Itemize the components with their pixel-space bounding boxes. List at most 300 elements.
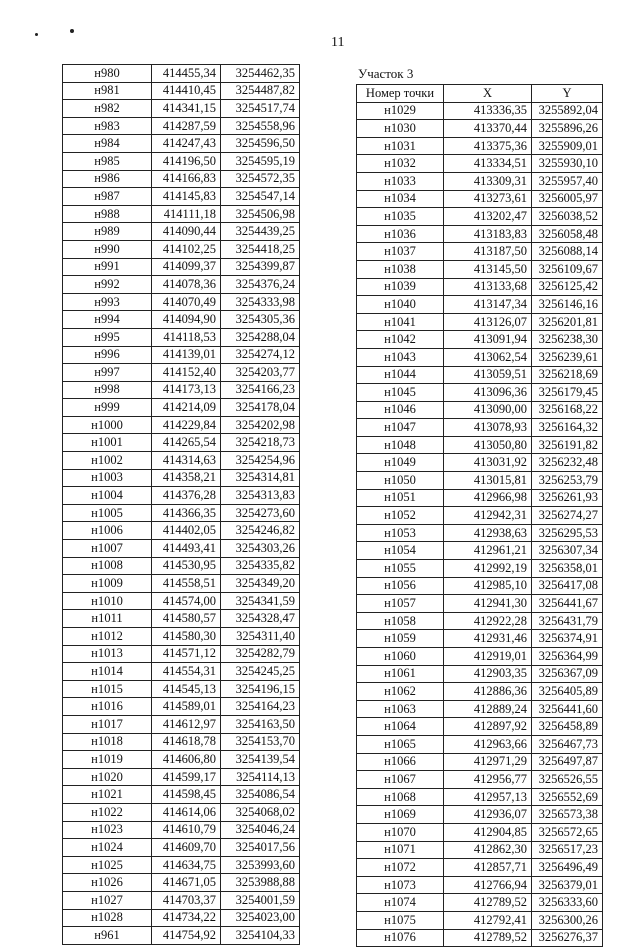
point-cell: н1052 [357,507,444,525]
x-cell: 414078,36 [152,276,221,294]
table-row [357,560,603,578]
table-row [357,419,603,437]
table-row [63,311,300,329]
x-cell: 413091,94 [444,331,532,349]
point-cell: н998 [63,381,152,399]
x-cell: 412922,28 [444,612,532,630]
column-header-y: Y [532,85,603,103]
table-row [357,735,603,753]
x-cell: 413334,51 [444,155,532,173]
left-coordinates-table [62,64,300,945]
x-cell: 412903,35 [444,665,532,683]
point-cell: н1001 [63,434,152,452]
point-cell: н1042 [357,331,444,349]
table-row [357,278,603,296]
x-cell: 414214,09 [152,399,221,417]
y-cell: 3254254,96 [221,452,300,470]
x-cell: 414229,84 [152,416,221,434]
y-cell: 3254273,60 [221,504,300,522]
x-cell: 412904,85 [444,823,532,841]
x-cell: 414102,25 [152,240,221,258]
table-row [357,876,603,894]
point-cell: н1071 [357,841,444,859]
y-cell: 3254163,50 [221,715,300,733]
table-row [63,645,300,663]
x-cell: 412931,46 [444,630,532,648]
y-cell: 3254114,13 [221,768,300,786]
point-cell: н1072 [357,859,444,877]
point-cell: н983 [63,117,152,135]
x-cell: 413187,50 [444,243,532,261]
table-row [357,366,603,384]
table-row [357,859,603,877]
point-cell: н999 [63,399,152,417]
table-row [63,434,300,452]
y-cell: 3256164,32 [532,419,603,437]
point-cell: н1067 [357,771,444,789]
x-cell: 412963,66 [444,735,532,753]
point-cell: н1014 [63,663,152,681]
x-cell: 414099,37 [152,258,221,276]
point-cell: н1024 [63,839,152,857]
point-cell: н1022 [63,803,152,821]
y-cell: 3256458,89 [532,718,603,736]
table-row [357,208,603,226]
y-cell: 3256358,01 [532,560,603,578]
y-cell: 3256431,79 [532,612,603,630]
table-row [357,929,603,947]
point-cell: н1015 [63,680,152,698]
x-cell: 414455,34 [152,65,221,83]
y-cell: 3254305,36 [221,311,300,329]
table-row [63,733,300,751]
table-row [63,469,300,487]
x-cell: 414410,45 [152,82,221,100]
scan-mark [35,33,38,36]
point-cell: н1066 [357,753,444,771]
y-cell: 3254311,40 [221,628,300,646]
x-cell: 412792,41 [444,911,532,929]
table-row [63,276,300,294]
table-row [63,909,300,927]
table-row [63,328,300,346]
x-cell: 412938,63 [444,524,532,542]
point-cell: н991 [63,258,152,276]
table-row [357,348,603,366]
x-cell: 414671,05 [152,874,221,892]
table-row [63,927,300,945]
point-cell: н994 [63,311,152,329]
table-row [63,768,300,786]
point-cell: н1045 [357,384,444,402]
table-row [357,472,603,490]
point-cell: н1021 [63,786,152,804]
point-cell: н1037 [357,243,444,261]
y-cell: 3254202,98 [221,416,300,434]
point-cell: н1048 [357,436,444,454]
x-cell: 414571,12 [152,645,221,663]
x-cell: 414118,53 [152,328,221,346]
x-cell: 413126,07 [444,313,532,331]
y-cell: 3254506,98 [221,205,300,223]
x-cell: 414634,75 [152,856,221,874]
x-cell: 414314,63 [152,452,221,470]
y-cell: 3254282,79 [221,645,300,663]
point-cell: н1009 [63,575,152,593]
table-row [357,436,603,454]
table-row [63,346,300,364]
x-cell: 414145,83 [152,188,221,206]
x-cell: 414610,79 [152,821,221,839]
point-cell: н992 [63,276,152,294]
x-cell: 412992,19 [444,560,532,578]
x-cell: 414574,00 [152,592,221,610]
x-cell: 413309,31 [444,172,532,190]
point-cell: н1062 [357,683,444,701]
table-row [357,788,603,806]
y-cell: 3256441,60 [532,700,603,718]
table-row [357,718,603,736]
x-cell: 414090,44 [152,223,221,241]
section-title: Участок 3 [358,66,414,81]
x-cell: 414152,40 [152,364,221,382]
point-cell: н1035 [357,208,444,226]
x-cell: 414265,54 [152,434,221,452]
right-coordinates-table [356,84,603,947]
point-cell: н1028 [63,909,152,927]
x-cell: 412889,24 [444,700,532,718]
y-cell: 3256276,37 [532,929,603,947]
point-cell: н1010 [63,592,152,610]
table-row [63,117,300,135]
y-cell: 3254313,83 [221,487,300,505]
point-cell: н981 [63,82,152,100]
x-cell: 412961,21 [444,542,532,560]
y-cell: 3254341,59 [221,592,300,610]
y-cell: 3256274,27 [532,507,603,525]
point-cell: н1032 [357,155,444,173]
x-cell: 413050,80 [444,436,532,454]
x-cell: 414580,57 [152,610,221,628]
x-cell: 413370,44 [444,120,532,138]
table-row [63,680,300,698]
y-cell: 3254487,82 [221,82,300,100]
table-row [63,152,300,170]
y-cell: 3254196,15 [221,680,300,698]
table-row [63,452,300,470]
y-cell: 3254153,70 [221,733,300,751]
table-row [63,557,300,575]
x-cell: 412789,52 [444,929,532,947]
y-cell: 3256232,48 [532,454,603,472]
table-row [63,575,300,593]
y-cell: 3256441,67 [532,595,603,613]
y-cell: 3254335,82 [221,557,300,575]
x-cell: 412766,94 [444,876,532,894]
table-row [63,751,300,769]
y-cell: 3256417,08 [532,577,603,595]
point-cell: н1056 [357,577,444,595]
table-row [357,260,603,278]
x-cell: 412966,98 [444,489,532,507]
column-header-point: Номер точки [357,85,444,103]
x-cell: 412919,01 [444,648,532,666]
y-cell: 3254166,23 [221,381,300,399]
y-cell: 3256405,89 [532,683,603,701]
point-cell: н1049 [357,454,444,472]
point-cell: н1057 [357,595,444,613]
table-row [357,683,603,701]
point-cell: н1044 [357,366,444,384]
y-cell: 3254017,56 [221,839,300,857]
point-cell: н1019 [63,751,152,769]
y-cell: 3254595,19 [221,152,300,170]
y-cell: 3256374,91 [532,630,603,648]
table-row [357,102,603,120]
point-cell: н986 [63,170,152,188]
table-row [63,786,300,804]
y-cell: 3254376,24 [221,276,300,294]
table-row [63,223,300,241]
point-cell: н1007 [63,540,152,558]
point-cell: н989 [63,223,152,241]
point-cell: н980 [63,65,152,83]
x-cell: 414376,28 [152,487,221,505]
x-cell: 414070,49 [152,293,221,311]
table-row [357,137,603,155]
x-cell: 412857,71 [444,859,532,877]
point-cell: н1047 [357,419,444,437]
y-cell: 3254572,35 [221,170,300,188]
y-cell: 3256307,34 [532,542,603,560]
point-cell: н1064 [357,718,444,736]
table-row [357,331,603,349]
y-cell: 3256238,30 [532,331,603,349]
y-cell: 3256253,79 [532,472,603,490]
x-cell: 414609,70 [152,839,221,857]
x-cell: 412897,92 [444,718,532,736]
y-cell: 3256239,61 [532,348,603,366]
point-cell: н984 [63,135,152,153]
point-cell: н1020 [63,768,152,786]
table-row [63,698,300,716]
table-row [63,663,300,681]
x-cell: 414173,13 [152,381,221,399]
point-cell: н996 [63,346,152,364]
point-cell: н1068 [357,788,444,806]
x-cell: 413059,51 [444,366,532,384]
y-cell: 3256573,38 [532,806,603,824]
point-cell: н1053 [357,524,444,542]
point-cell: н987 [63,188,152,206]
point-cell: н1008 [63,557,152,575]
y-cell: 3256201,81 [532,313,603,331]
point-cell: н1023 [63,821,152,839]
point-cell: н1036 [357,225,444,243]
y-cell: 3256526,55 [532,771,603,789]
y-cell: 3254462,35 [221,65,300,83]
x-cell: 414618,78 [152,733,221,751]
table-row [63,399,300,417]
x-cell: 412941,30 [444,595,532,613]
y-cell: 3254104,33 [221,927,300,945]
table-row [357,894,603,912]
point-cell: н1003 [63,469,152,487]
point-cell: н1063 [357,700,444,718]
y-cell: 3254139,54 [221,751,300,769]
table-row [357,489,603,507]
x-cell: 413078,93 [444,419,532,437]
point-cell: н1074 [357,894,444,912]
x-cell: 414287,59 [152,117,221,135]
table-row [357,401,603,419]
y-cell: 3254349,20 [221,575,300,593]
point-cell: н985 [63,152,152,170]
x-cell: 412957,13 [444,788,532,806]
y-cell: 3254164,23 [221,698,300,716]
y-cell: 3255957,40 [532,172,603,190]
y-cell: 3254547,14 [221,188,300,206]
point-cell: н1029 [357,102,444,120]
point-cell: н993 [63,293,152,311]
y-cell: 3256191,82 [532,436,603,454]
y-cell: 3256364,99 [532,648,603,666]
table-row [357,823,603,841]
table-row [357,595,603,613]
x-cell: 413273,61 [444,190,532,208]
point-cell: н1075 [357,911,444,929]
point-cell: н1034 [357,190,444,208]
y-cell: 3254246,82 [221,522,300,540]
x-cell: 412956,77 [444,771,532,789]
x-cell: 412942,31 [444,507,532,525]
table-row [357,612,603,630]
x-cell: 414366,35 [152,504,221,522]
x-cell: 412985,10 [444,577,532,595]
x-cell: 414599,17 [152,768,221,786]
x-cell: 414734,22 [152,909,221,927]
point-cell: н1026 [63,874,152,892]
column-header-x: X [444,85,532,103]
x-cell: 413375,36 [444,137,532,155]
x-cell: 412936,07 [444,806,532,824]
table-row [63,610,300,628]
point-cell: н961 [63,927,152,945]
point-cell: н1054 [357,542,444,560]
table-row [63,364,300,382]
table-row [63,821,300,839]
point-cell: н1069 [357,806,444,824]
point-cell: н1046 [357,401,444,419]
y-cell: 3254245,25 [221,663,300,681]
point-cell: н1058 [357,612,444,630]
x-cell: 414545,13 [152,680,221,698]
point-cell: н1017 [63,715,152,733]
point-cell: н1043 [357,348,444,366]
table-row [357,524,603,542]
table-row [357,454,603,472]
x-cell: 413183,83 [444,225,532,243]
table-row [357,313,603,331]
table-row [63,135,300,153]
table-row [63,240,300,258]
table-row [63,628,300,646]
table-row [357,630,603,648]
x-cell: 414614,06 [152,803,221,821]
point-cell: н1018 [63,733,152,751]
table-row [357,806,603,824]
x-cell: 413133,68 [444,278,532,296]
y-cell: 3254303,26 [221,540,300,558]
point-cell: н1030 [357,120,444,138]
y-cell: 3254178,04 [221,399,300,417]
x-cell: 414598,45 [152,786,221,804]
y-cell: 3254328,47 [221,610,300,628]
x-cell: 413096,36 [444,384,532,402]
table-row [63,170,300,188]
y-cell: 3254086,54 [221,786,300,804]
table-row [357,120,603,138]
point-cell: н1004 [63,487,152,505]
x-cell: 412886,36 [444,683,532,701]
x-cell: 413147,34 [444,296,532,314]
point-cell: н1055 [357,560,444,578]
x-cell: 414558,51 [152,575,221,593]
table-row [63,205,300,223]
x-cell: 414094,90 [152,311,221,329]
table-row [63,891,300,909]
point-cell: н1073 [357,876,444,894]
y-cell: 3256496,49 [532,859,603,877]
y-cell: 3255896,26 [532,120,603,138]
page-number: 11 [331,35,345,50]
point-cell: н990 [63,240,152,258]
table-row [63,487,300,505]
x-cell: 413202,47 [444,208,532,226]
table-row [63,188,300,206]
table-row [63,100,300,118]
y-cell: 3255892,04 [532,102,603,120]
x-cell: 414530,95 [152,557,221,575]
y-cell: 3256295,53 [532,524,603,542]
y-cell: 3254203,77 [221,364,300,382]
y-cell: 3256300,26 [532,911,603,929]
point-cell: н1005 [63,504,152,522]
y-cell: 3256218,69 [532,366,603,384]
y-cell: 3256088,14 [532,243,603,261]
point-cell: н1059 [357,630,444,648]
y-cell: 3254596,50 [221,135,300,153]
y-cell: 3253988,88 [221,874,300,892]
table-row [63,803,300,821]
y-cell: 3256572,65 [532,823,603,841]
point-cell: н1000 [63,416,152,434]
y-cell: 3254001,59 [221,891,300,909]
y-cell: 3256333,60 [532,894,603,912]
x-cell: 414606,80 [152,751,221,769]
point-cell: н1050 [357,472,444,490]
point-cell: н1060 [357,648,444,666]
y-cell: 3254314,81 [221,469,300,487]
table-row [63,540,300,558]
y-cell: 3255909,01 [532,137,603,155]
x-cell: 414589,01 [152,698,221,716]
y-cell: 3254218,73 [221,434,300,452]
y-cell: 3254274,12 [221,346,300,364]
point-cell: н1013 [63,645,152,663]
point-cell: н1002 [63,452,152,470]
x-cell: 413336,35 [444,102,532,120]
